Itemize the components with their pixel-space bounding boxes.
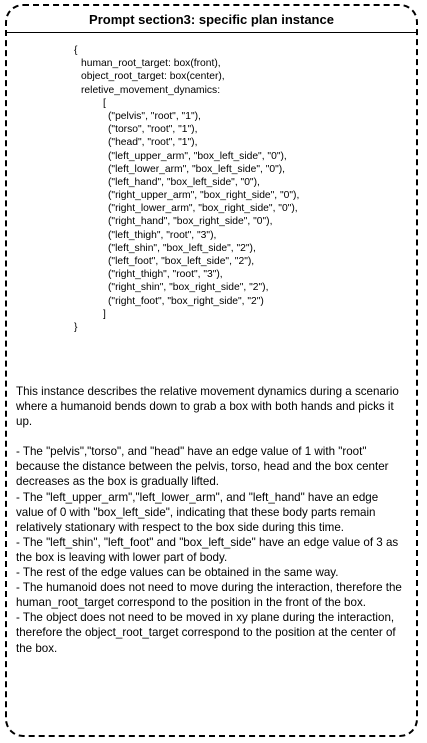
code-tuple-line: ("left_shin", "box_left_side", "2"), [108, 242, 256, 254]
code-close-bracket: ] [103, 308, 106, 320]
code-tuple-list [7, 110, 416, 308]
explanation-bullet: - The "left_upper_arm","left_lower_arm", and "left_hand" have an edge value of 0 with "box_left_side", indicating that these body parts remain relatively stationary with respect to the box side during this time. [16, 490, 379, 534]
code-object-root-target: object_root_target: box(center), [81, 71, 225, 83]
code-open-brace: { [74, 45, 78, 56]
code-tuple-line: ("right_foot", "box_right_side", "2") [108, 295, 264, 307]
explanation-bullet: - The object does not need to be moved in xy plane during the interaction, therefore the object_root_target correspond to the position at the center of the box. [16, 611, 396, 655]
code-tuple-line: ("pelvis", "root", "1"), [108, 110, 201, 122]
paragraph-gap [16, 429, 408, 444]
code-tuple-line: ("right_upper_arm", "box_right_side", "0"), [108, 190, 300, 202]
code-tuple-line: ("head", "root", "1"), [108, 137, 198, 149]
explanation-bullet: - The rest of the edge values can be obtained in the same way. [16, 566, 339, 580]
code-tuple-line: ("right_thigh", "root", "3"), [108, 269, 223, 281]
code-tuple-line: ("left_hand", "box_left_side", "0"), [108, 176, 260, 188]
explanation-intro: This instance describes the relative movement dynamics during a scenario where a humanoid bends down to grab a box with both hands and picks it up. [16, 385, 399, 429]
code-tuple-line: ("right_hand", "box_right_side", "0"), [108, 216, 273, 228]
code-tuple-line: ("left_upper_arm", "box_left_side", "0"), [108, 150, 287, 162]
code-tuple-line: ("left_lower_arm", "box_left_side", "0"), [108, 163, 286, 175]
code-tuple-line: ("left_foot", "box_left_side", "2"), [108, 256, 255, 267]
explanation-bullets [16, 444, 408, 655]
explanation-bullet: - The "pelvis","torso", and "head" have an edge value of 1 with "root" because the distance between the pelvis, torso, head and the box center decreases as the box is gradually lifted. [16, 445, 389, 489]
code-tuple-line: ("torso", "root", "1"), [108, 124, 198, 136]
explanation-text [16, 384, 408, 656]
explanation-bullet: - The humanoid does not need to move during the interaction, therefore the human_root_target correspond to the position in the front of the box. [16, 581, 402, 610]
plan-code-block [7, 44, 416, 334]
code-close-brace: } [74, 321, 78, 333]
code-tuple-line: ("right_shin", "box_right_side", "2"), [108, 282, 269, 294]
code-dynamics-key: reletive_movement_dynamics: [81, 84, 221, 96]
code-tuple-line: ("right_lower_arm", "box_right_side", "0"), [108, 203, 298, 215]
explanation-bullet: - The "left_shin", "left_foot" and "box_left_side" have an edge value of 3 as the box is leaving with lower part of body. [16, 535, 399, 564]
section-title: Prompt section3: specific plan instance [7, 6, 416, 33]
code-open-bracket: [ [103, 97, 106, 109]
code-tuple-line: ("left_thigh", "root", "3"), [108, 229, 217, 241]
code-human-root-target: human_root_target: box(front), [81, 58, 221, 70]
prompt-section-box [5, 4, 418, 737]
